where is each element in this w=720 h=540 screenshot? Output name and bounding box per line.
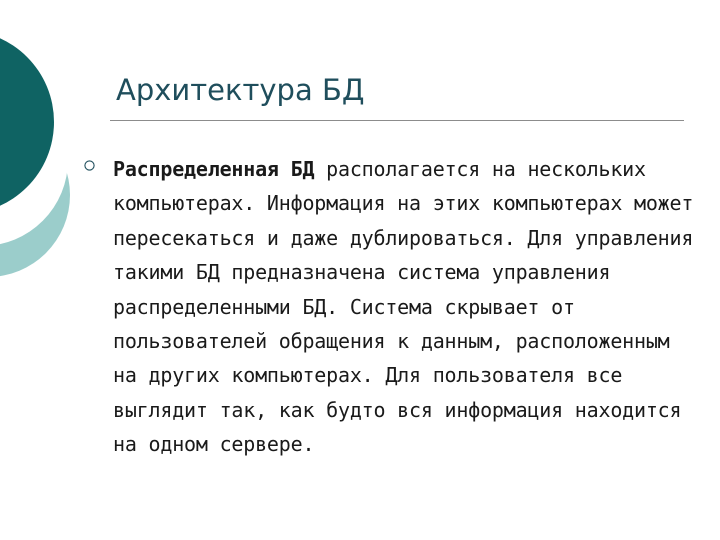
title-divider bbox=[110, 120, 684, 121]
bullet-circle-icon bbox=[84, 160, 95, 171]
slide-title: Архитектура БД bbox=[116, 73, 365, 107]
decorative-circles bbox=[0, 0, 120, 300]
bullet-lead-term: Распределенная БД bbox=[113, 157, 315, 181]
bullet-paragraph bbox=[113, 152, 703, 462]
bullet-body-text: располагается на нескольких компьютерах. Информация на этих компьютерах может пересекаться и даже дублироваться. Для управления такими БД предназначена система управления распределенными БД. Система скрывает от пользователей обращения к данным, расположенным на других компьютерах. Для пользователя все выглядит так, как будто вся информация находится на одном сервере. bbox=[113, 157, 694, 457]
